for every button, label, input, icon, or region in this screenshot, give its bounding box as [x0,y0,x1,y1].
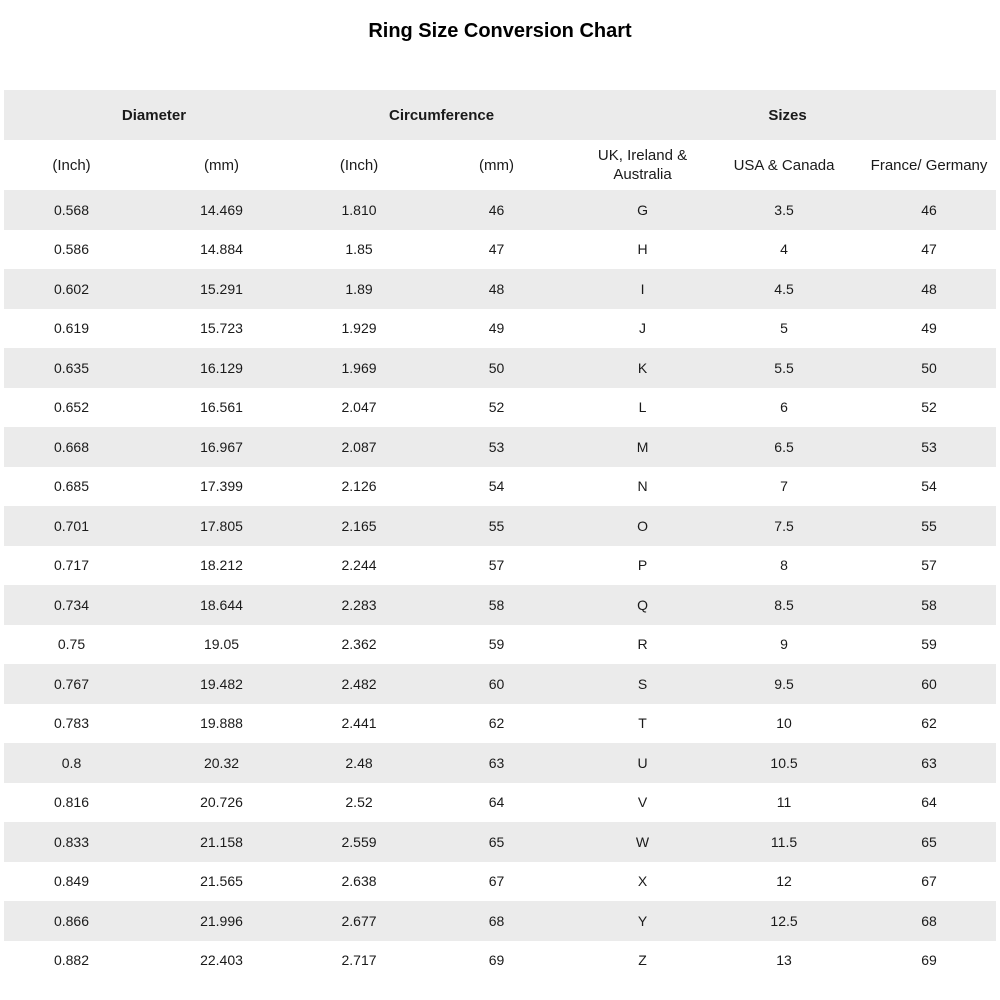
cell-r19-c4: Z [579,941,706,981]
cell-r13-c4: T [579,704,706,744]
table-row [4,704,996,744]
cell-r9-c4: P [579,546,706,586]
cell-r4-c5: 5.5 [706,348,862,388]
table-body [4,190,996,980]
cell-r7-c4: N [579,467,706,507]
table-row [4,901,996,941]
cell-r18-c6: 68 [862,901,996,941]
cell-r17-c0: 0.849 [4,862,139,902]
cell-r14-c1: 20.32 [139,743,304,783]
cell-r16-c2: 2.559 [304,822,414,862]
cell-r12-c0: 0.767 [4,664,139,704]
table-row [4,862,996,902]
cell-r2-c6: 48 [862,269,996,309]
column-header-2: (Inch) [304,140,414,190]
column-header-4: UK, Ireland & Australia [579,140,706,190]
cell-r16-c0: 0.833 [4,822,139,862]
cell-r8-c4: O [579,506,706,546]
cell-r6-c4: M [579,427,706,467]
column-header-5: USA & Canada [706,140,862,190]
cell-r18-c2: 2.677 [304,901,414,941]
cell-r15-c6: 64 [862,783,996,823]
cell-r4-c4: K [579,348,706,388]
cell-r0-c3: 46 [414,190,579,230]
table-header [4,90,996,190]
table-row [4,743,996,783]
cell-r17-c1: 21.565 [139,862,304,902]
cell-r9-c2: 2.244 [304,546,414,586]
cell-r9-c3: 57 [414,546,579,586]
cell-r16-c3: 65 [414,822,579,862]
cell-r14-c6: 63 [862,743,996,783]
cell-r17-c3: 67 [414,862,579,902]
cell-r8-c0: 0.701 [4,506,139,546]
cell-r11-c0: 0.75 [4,625,139,665]
cell-r14-c4: U [579,743,706,783]
cell-r7-c3: 54 [414,467,579,507]
table-row [4,546,996,586]
cell-r8-c3: 55 [414,506,579,546]
table-row [4,822,996,862]
cell-r14-c5: 10.5 [706,743,862,783]
cell-r4-c6: 50 [862,348,996,388]
cell-r2-c2: 1.89 [304,269,414,309]
cell-r18-c5: 12.5 [706,901,862,941]
cell-r10-c3: 58 [414,585,579,625]
cell-r11-c1: 19.05 [139,625,304,665]
cell-r1-c3: 47 [414,230,579,270]
cell-r18-c3: 68 [414,901,579,941]
cell-r16-c4: W [579,822,706,862]
cell-r3-c4: J [579,309,706,349]
cell-r2-c3: 48 [414,269,579,309]
table-row [4,467,996,507]
cell-r2-c1: 15.291 [139,269,304,309]
cell-r5-c5: 6 [706,388,862,428]
cell-r18-c0: 0.866 [4,901,139,941]
table-row [4,190,996,230]
cell-r5-c6: 52 [862,388,996,428]
cell-r2-c5: 4.5 [706,269,862,309]
cell-r16-c1: 21.158 [139,822,304,862]
cell-r1-c5: 4 [706,230,862,270]
cell-r1-c1: 14.884 [139,230,304,270]
cell-r19-c3: 69 [414,941,579,981]
cell-r12-c6: 60 [862,664,996,704]
cell-r2-c4: I [579,269,706,309]
cell-r10-c0: 0.734 [4,585,139,625]
group-header-sizes: Sizes [579,90,996,140]
cell-r10-c1: 18.644 [139,585,304,625]
cell-r15-c5: 11 [706,783,862,823]
cell-r12-c3: 60 [414,664,579,704]
cell-r10-c5: 8.5 [706,585,862,625]
cell-r17-c4: X [579,862,706,902]
group-header-circumference: Circumference [304,90,579,140]
cell-r18-c4: Y [579,901,706,941]
cell-r11-c3: 59 [414,625,579,665]
cell-r8-c6: 55 [862,506,996,546]
table-row [4,585,996,625]
cell-r7-c6: 54 [862,467,996,507]
column-header-row [4,140,996,190]
cell-r1-c0: 0.586 [4,230,139,270]
table-row [4,269,996,309]
column-header-0: (Inch) [4,140,139,190]
column-header-6: France/ Germany [862,140,996,190]
cell-r3-c0: 0.619 [4,309,139,349]
cell-r5-c0: 0.652 [4,388,139,428]
cell-r5-c4: L [579,388,706,428]
cell-r15-c1: 20.726 [139,783,304,823]
cell-r12-c4: S [579,664,706,704]
cell-r2-c0: 0.602 [4,269,139,309]
cell-r15-c0: 0.816 [4,783,139,823]
cell-r3-c1: 15.723 [139,309,304,349]
cell-r16-c6: 65 [862,822,996,862]
cell-r6-c3: 53 [414,427,579,467]
table-row [4,427,996,467]
cell-r11-c2: 2.362 [304,625,414,665]
cell-r17-c5: 12 [706,862,862,902]
cell-r8-c5: 7.5 [706,506,862,546]
cell-r9-c1: 18.212 [139,546,304,586]
cell-r0-c4: G [579,190,706,230]
cell-r13-c1: 19.888 [139,704,304,744]
cell-r15-c3: 64 [414,783,579,823]
cell-r19-c1: 22.403 [139,941,304,981]
cell-r9-c0: 0.717 [4,546,139,586]
cell-r3-c2: 1.929 [304,309,414,349]
cell-r19-c0: 0.882 [4,941,139,981]
cell-r12-c5: 9.5 [706,664,862,704]
cell-r9-c6: 57 [862,546,996,586]
cell-r10-c2: 2.283 [304,585,414,625]
column-header-1: (mm) [139,140,304,190]
cell-r0-c1: 14.469 [139,190,304,230]
cell-r7-c1: 17.399 [139,467,304,507]
table-row [4,309,996,349]
cell-r14-c0: 0.8 [4,743,139,783]
cell-r9-c5: 8 [706,546,862,586]
cell-r10-c4: Q [579,585,706,625]
cell-r6-c1: 16.967 [139,427,304,467]
cell-r13-c3: 62 [414,704,579,744]
group-header-diameter: Diameter [4,90,304,140]
cell-r13-c0: 0.783 [4,704,139,744]
cell-r1-c2: 1.85 [304,230,414,270]
cell-r0-c5: 3.5 [706,190,862,230]
cell-r3-c6: 49 [862,309,996,349]
cell-r3-c3: 49 [414,309,579,349]
cell-r10-c6: 58 [862,585,996,625]
cell-r15-c2: 2.52 [304,783,414,823]
cell-r19-c5: 13 [706,941,862,981]
cell-r6-c0: 0.668 [4,427,139,467]
table-row [4,388,996,428]
cell-r1-c6: 47 [862,230,996,270]
table-row [4,664,996,704]
cell-r8-c1: 17.805 [139,506,304,546]
cell-r5-c2: 2.047 [304,388,414,428]
cell-r14-c3: 63 [414,743,579,783]
column-header-3: (mm) [414,140,579,190]
cell-r7-c5: 7 [706,467,862,507]
cell-r4-c0: 0.635 [4,348,139,388]
table-row [4,783,996,823]
cell-r11-c6: 59 [862,625,996,665]
cell-r7-c0: 0.685 [4,467,139,507]
table-row [4,625,996,665]
table-row [4,230,996,270]
cell-r18-c1: 21.996 [139,901,304,941]
cell-r13-c2: 2.441 [304,704,414,744]
cell-r19-c2: 2.717 [304,941,414,981]
cell-r4-c1: 16.129 [139,348,304,388]
cell-r3-c5: 5 [706,309,862,349]
cell-r0-c6: 46 [862,190,996,230]
cell-r13-c6: 62 [862,704,996,744]
cell-r15-c4: V [579,783,706,823]
page-title: Ring Size Conversion Chart [368,20,632,42]
cell-r19-c6: 69 [862,941,996,981]
cell-r13-c5: 10 [706,704,862,744]
cell-r14-c2: 2.48 [304,743,414,783]
cell-r4-c3: 50 [414,348,579,388]
cell-r11-c4: R [579,625,706,665]
cell-r7-c2: 2.126 [304,467,414,507]
table-row [4,348,996,388]
cell-r0-c0: 0.568 [4,190,139,230]
cell-r11-c5: 9 [706,625,862,665]
cell-r5-c1: 16.561 [139,388,304,428]
cell-r4-c2: 1.969 [304,348,414,388]
cell-r0-c2: 1.810 [304,190,414,230]
cell-r1-c4: H [579,230,706,270]
cell-r17-c2: 2.638 [304,862,414,902]
table-row [4,941,996,981]
cell-r8-c2: 2.165 [304,506,414,546]
cell-r6-c6: 53 [862,427,996,467]
cell-r6-c2: 2.087 [304,427,414,467]
table-row [4,506,996,546]
cell-r16-c5: 11.5 [706,822,862,862]
cell-r6-c5: 6.5 [706,427,862,467]
cell-r17-c6: 67 [862,862,996,902]
ring-size-conversion-table [4,90,996,980]
cell-r5-c3: 52 [414,388,579,428]
cell-r12-c1: 19.482 [139,664,304,704]
group-header-row [4,90,996,140]
cell-r12-c2: 2.482 [304,664,414,704]
